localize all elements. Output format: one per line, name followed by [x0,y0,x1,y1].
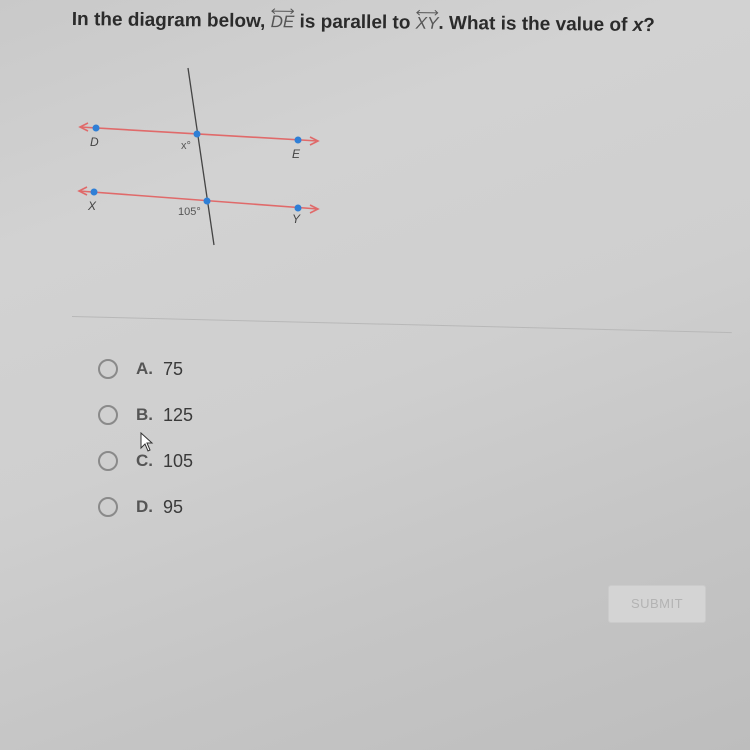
label-y: Y [292,212,301,226]
intersection-top [194,131,201,138]
question-part-2: is parallel to [299,11,411,34]
submit-button[interactable]: SUBMIT [608,585,706,623]
segment-de-label: DE [270,12,295,32]
angle-105-label: 105° [178,206,201,218]
radio-button-c[interactable] [98,451,118,471]
transversal-line [188,68,214,245]
question-part-3: . What is the value of [438,12,628,36]
intersection-bottom [204,198,211,205]
point-y [295,205,302,212]
point-d [93,125,100,132]
question-variable: x [632,14,644,36]
choice-d-value: 95 [163,496,184,517]
label-e: E [292,147,301,161]
label-x: X [88,199,97,213]
label-d: D [90,135,99,149]
choice-d[interactable] [98,484,193,530]
radio-button-a[interactable] [98,359,118,379]
choice-d-letter: D. [136,497,153,516]
choice-c-letter: C. [136,451,153,470]
point-e [295,137,302,144]
choice-b-value: 125 [163,404,194,425]
divider [72,316,732,333]
question-part-4: ? [643,14,655,37]
segment-xy-label: XY [415,13,439,33]
choice-b-letter: B. [136,405,153,424]
radio-button-d[interactable] [98,497,118,517]
choice-a[interactable] [98,346,193,392]
choice-a-letter: A. [136,359,153,378]
parallel-lines-diagram [0,0,750,300]
angle-x-label: x° [181,140,191,152]
radio-button-b[interactable] [98,405,118,425]
choice-c-value: 105 [163,450,194,471]
question-part-1: In the diagram below, [71,8,266,33]
mouse-cursor-icon [140,432,154,452]
point-x [91,189,98,196]
choice-a-value: 75 [163,358,184,379]
